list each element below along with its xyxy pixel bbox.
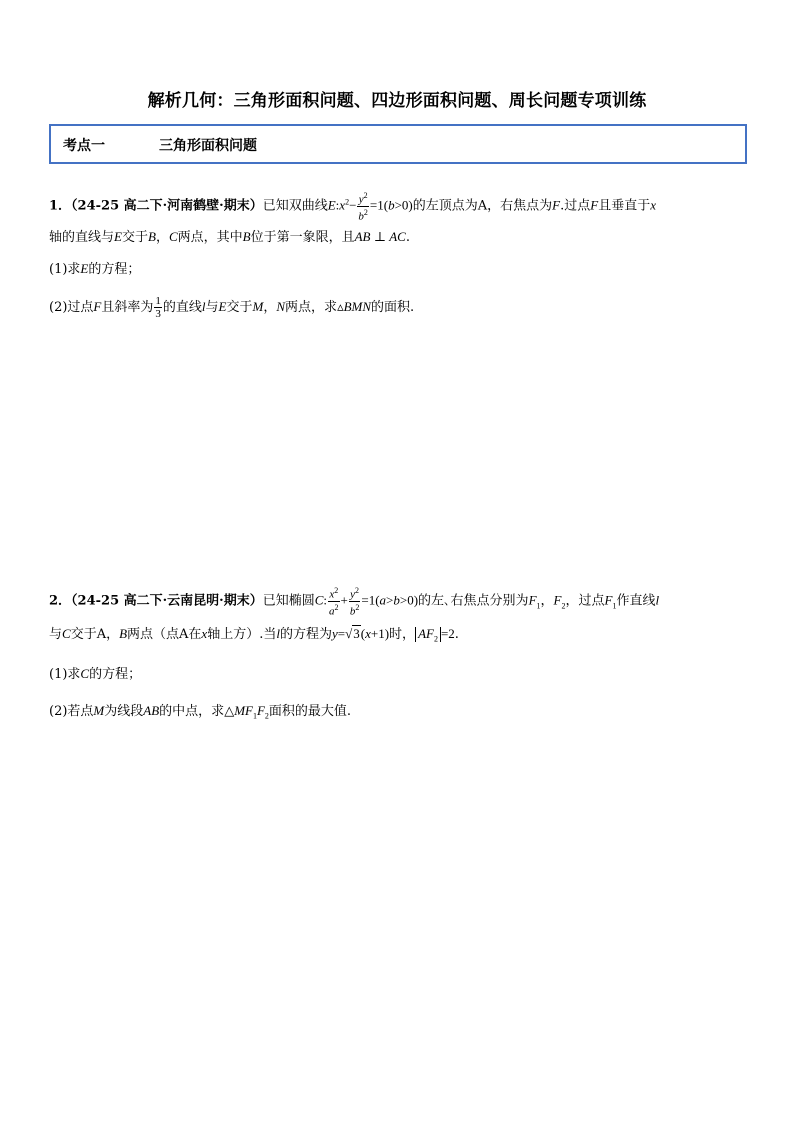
page-title: 解析几何：三角形面积问题、四边形面积问题、周长问题专项训练 [147, 91, 647, 111]
text: (1)求 [49, 262, 81, 277]
problem-1-line-1: 1．（24-25 高二下·河南鹤壁·期末）已知双曲线$E:x^2-$ $\frac{y^2}{b^2}$ =1(b>0)的左顶点为A，右焦点为F.过点F且垂直于x [49, 191, 656, 223]
text: ， [155, 230, 169, 245]
math-hyperbola: E [327, 197, 336, 213]
text: 为线段 [104, 704, 144, 719]
text: 与 [205, 300, 219, 315]
problem-1-question-1: (1)求E的方程； [49, 261, 141, 277]
text: 面积的最大值. [268, 704, 352, 719]
text: .过点 [560, 198, 591, 214]
text: 且斜率为 [101, 300, 154, 315]
text: 时， [389, 627, 416, 642]
problem-2-question-1: (1)求C的方程； [49, 666, 142, 682]
text: 与 [49, 627, 63, 642]
text: (2)若点 [49, 704, 94, 719]
fraction-one-third: $\frac{1}{3}$ [155, 295, 161, 320]
section-header [49, 124, 747, 164]
text: 两点，其中 [177, 230, 243, 245]
problem-2-source: （24-25 高二下·云南昆明·期末） [71, 593, 263, 609]
text: 的直线 [162, 300, 202, 315]
text: 交于 [121, 230, 148, 245]
text: 的中点，求 [159, 704, 225, 719]
text: 交于 [226, 300, 253, 315]
fraction-y2-b2: $\frac{y^2}{b^2}$ [349, 586, 360, 618]
problem-1-line-2: 轴的直线与E交于B，C两点，其中B位于第一象限，且AB ⊥ AC. [49, 229, 410, 245]
text: (1)求 [49, 667, 81, 682]
text: 的面积. [371, 300, 415, 315]
text: 的方程； [89, 667, 142, 682]
text: 作直线 [616, 593, 656, 609]
section-number: 考点一 [63, 138, 105, 154]
text: (2)过点 [49, 300, 94, 315]
problem-2-number: 2． [49, 593, 72, 609]
text: 轴上方）.当 [207, 627, 277, 642]
text: 两点（点A在 [127, 627, 202, 642]
fraction-x2-a2: $\frac{x^2}{a^2}$ [329, 586, 339, 618]
text: . [454, 627, 459, 642]
text: ，过点 [565, 593, 605, 609]
text: 的左顶点为A，右焦点为 [412, 198, 553, 214]
problem-2-question-2: (2)若点M为线段AB的中点，求$\triangle MF_1F_2$面积的最大值. [49, 703, 352, 721]
text: 的方程； [88, 262, 141, 277]
text: 轴的直线与 [49, 230, 115, 245]
problem-1-number: 1． [49, 198, 72, 214]
text: 的方程为 [279, 627, 332, 642]
problem-1-question-2: (2)过点F且斜率为 $\frac{1}{3}$ 的直线l与E交于M，N两点，求▵BMN的面积. [49, 295, 415, 320]
text: 的左､右焦点分别为 [418, 593, 529, 609]
text: 已知双曲线 [262, 198, 328, 214]
text: 已知椭圆 [262, 593, 315, 609]
text: 位于第一象限，且 [250, 230, 355, 245]
section-name: 三角形面积问题 [159, 138, 257, 154]
text: 且垂直于 [598, 198, 651, 214]
text: 两点，求 [285, 300, 338, 315]
problem-1-source: （24-25 高二下·河南鹤壁·期末） [71, 198, 263, 214]
text: . [405, 230, 410, 245]
problem-2-line-2: 与C交于A，B两点（点A在x轴上方）.当l的方程为y=√3(x+1)时， $AF_2 =2$. [49, 626, 459, 644]
text: ， [540, 593, 554, 609]
text: ， [263, 300, 277, 315]
text: 交于A， [70, 627, 120, 642]
fraction-y2-b2: $\frac{y^2}{b^2}$ [358, 191, 368, 223]
problem-2-line-1: 2．（24-25 高二下·云南昆明·期末）已知椭圆C: $\frac{x^2}{a^2}$ + $\frac{y^2}{b^2}$ =1(a>b>0)的左､右焦点分别为$F_1$，$F_2$，过点$F_1$作直线l [49, 586, 660, 618]
